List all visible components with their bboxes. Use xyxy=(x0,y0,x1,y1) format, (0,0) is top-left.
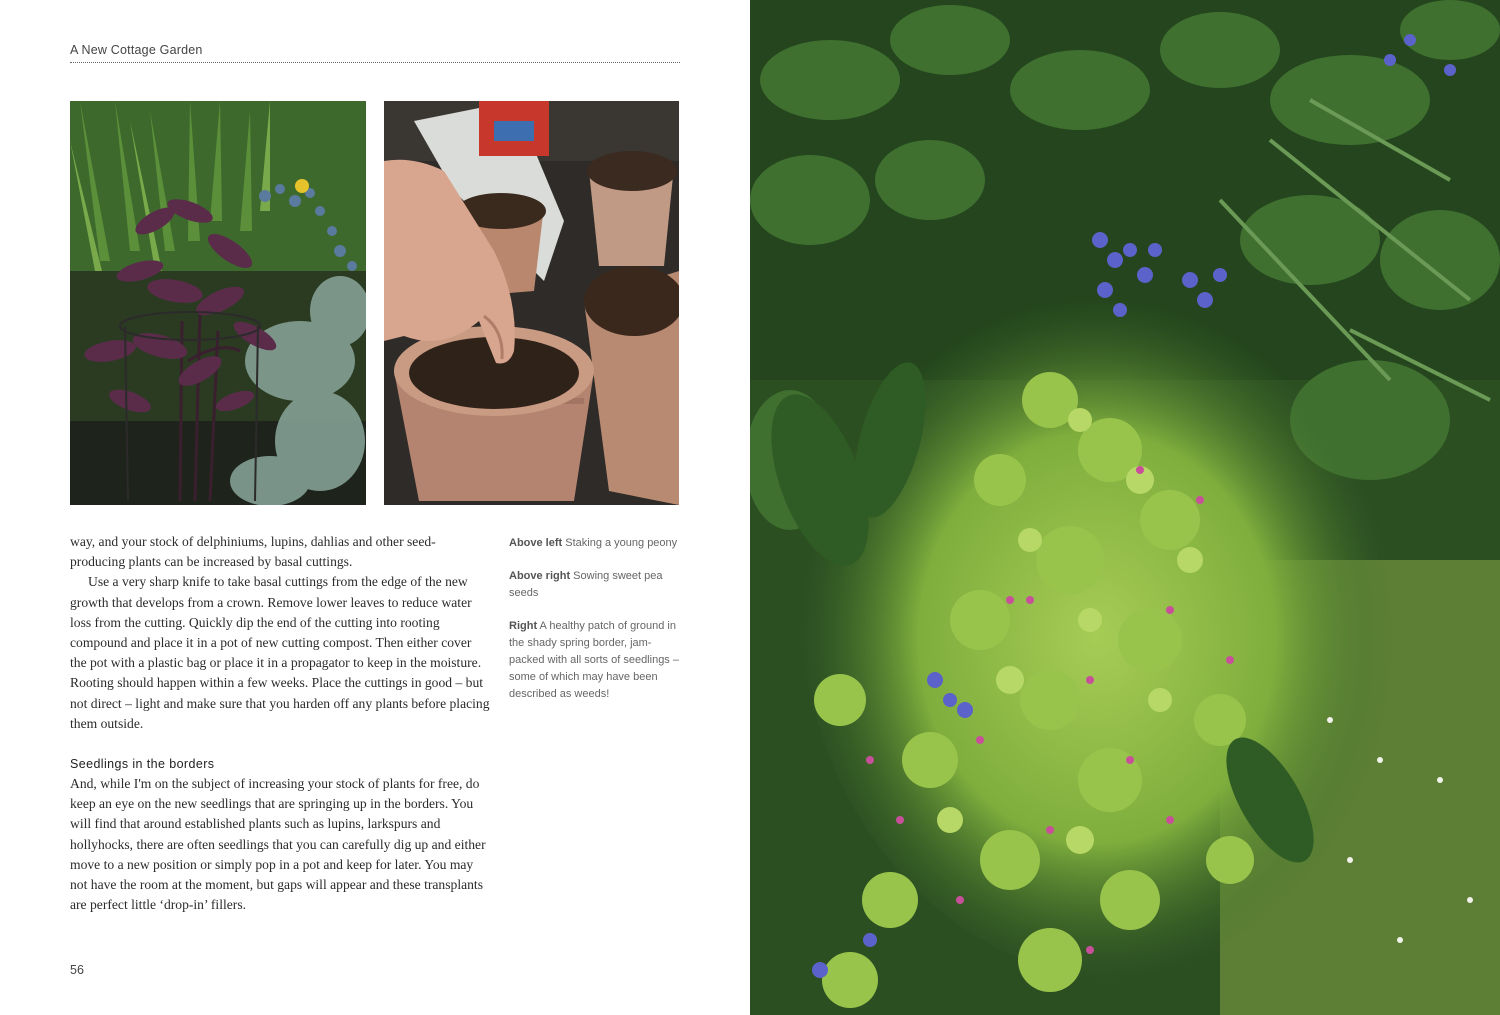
spring-border-illustration xyxy=(750,0,1500,1015)
photo-spring-border xyxy=(750,0,1500,1015)
body-text xyxy=(70,532,490,915)
peony-illustration xyxy=(70,101,366,505)
running-head: A New Cottage Garden xyxy=(70,43,203,57)
body-paragraph-3: And, while I'm on the subject of increasing your stock of plants for free, do keep an eye on the new seedlings that are springing up in the borders. You will find that around established plants such as lupins, larkspurs and hollyhocks, there are often seedlings that you can carefully dig up and either move to a new position or simply pop in a pot and keep for later. You may not have the room at the moment, but gaps will appear and these transplants are perfect little ‘drop-in’ fillers. xyxy=(70,776,486,913)
caption-text: Sowing sweet pea seeds xyxy=(509,570,663,599)
caption-text: Staking a young peony xyxy=(562,537,678,549)
captions xyxy=(509,535,684,719)
photo-staking-peony xyxy=(70,101,366,505)
body-paragraph-2: Use a very sharp knife to take basal cuttings from the edge of the new growth that develops from a crown. Remove lower leaves to reduce water loss from the cutting. Quickly dip the end of the cutting into rooting compound and place it in a pot of new cutting compost. Then either cover the pot with a plastic bag or place it in a propagator to keep in the moisture. Rooting should happen within a few weeks. Place the cuttings in good – but not direct – light and make sure that you harden off any plants before placing them outside. xyxy=(70,574,490,731)
caption-label: Above left xyxy=(509,537,563,549)
caption-label: Above right xyxy=(509,570,571,582)
section-subheading: Seedlings in the borders xyxy=(70,757,215,772)
caption-text: A healthy patch of ground in the shady spring border, jam-packed with all sorts of seedlings – some of which may have been described as weeds! xyxy=(509,620,679,700)
caption-above-left xyxy=(509,535,684,552)
body-paragraph-1: way, and your stock of delphiniums, lupins, dahlias and other seed-producing plants can be increased by basal cuttings. xyxy=(70,534,436,570)
header-rule xyxy=(70,62,680,63)
photo-sowing-pea-seeds xyxy=(384,101,679,505)
caption-above-right xyxy=(509,568,684,602)
caption-label: Right xyxy=(509,620,538,632)
caption-right xyxy=(509,618,684,703)
page-number: 56 xyxy=(70,963,84,977)
pots-illustration xyxy=(384,101,679,505)
